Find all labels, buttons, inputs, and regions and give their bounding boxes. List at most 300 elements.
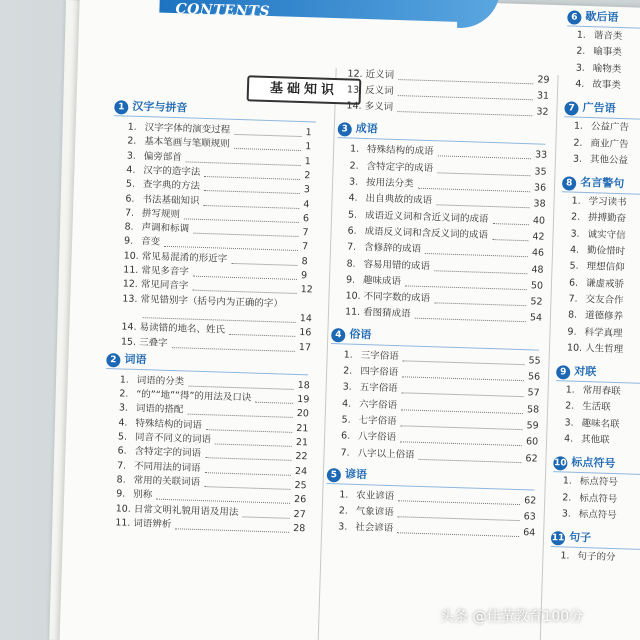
toc-item-title: 标点符号: [578, 508, 617, 522]
toc-item-number: 5.: [117, 431, 128, 443]
toc-item: [575, 78, 621, 91]
toc-leader-dots: [436, 205, 529, 209]
toc-item-number: 7.: [116, 459, 127, 472]
toc-item-number: 4.: [126, 164, 136, 176]
toc-item-number: 15.: [120, 335, 137, 348]
toc-item: [343, 349, 398, 363]
toc-item-number: 6.: [568, 277, 579, 289]
toc-item-title: 基本笔画与笔顺规则: [144, 136, 230, 151]
toc-item-number: 3.: [342, 381, 352, 394]
toc-leader-dots: [231, 263, 297, 266]
toc-item: [342, 382, 397, 396]
toc-leader-dots: [401, 425, 523, 430]
toc-page-number: 18: [297, 379, 310, 392]
toc-item-number: 5.: [125, 178, 136, 191]
toc-item-title: 八字俗语: [357, 431, 397, 444]
toc-item-title: 生活联: [581, 401, 611, 414]
toc-item: [564, 417, 619, 431]
toc-leader-dots: [403, 360, 525, 365]
toc-item: [117, 446, 201, 461]
section-title: 歇后语: [585, 9, 619, 24]
toc-item-title: 不同字数的成语: [363, 291, 431, 305]
toc-item: [341, 414, 396, 428]
toc-item-number: 2.: [562, 491, 572, 504]
toc-item-title: 社会谚语: [355, 522, 394, 535]
toc-item-title: 书法基础知识: [142, 193, 200, 207]
toc-item: [560, 551, 615, 565]
toc-item-number: 14.: [121, 321, 137, 334]
toc-item-number: 14.: [346, 100, 362, 112]
toc-leader-dots: [229, 334, 295, 337]
toc-page-number: 16: [299, 327, 312, 339]
toc-item-number: 2.: [576, 45, 586, 58]
toc-item-title: 声调和标调: [141, 222, 190, 235]
toc-leader-dots: [255, 402, 293, 404]
toc-item-title: 词语的搭配: [135, 403, 184, 416]
toc-leader-dots: [437, 172, 530, 176]
toc-item: [126, 179, 200, 193]
toc-item-title: 词语的分类: [136, 374, 185, 388]
toc-item-title: 近义词: [365, 69, 395, 81]
toc-page-number: 28: [293, 522, 306, 535]
toc-item-number: 6.: [340, 430, 351, 442]
section-header: [567, 9, 618, 26]
toc-item: [118, 431, 211, 446]
toc-item-title: 按用法分类: [365, 177, 414, 190]
toc-item-number: 10.: [115, 502, 132, 515]
toc-page-number: 48: [531, 263, 544, 276]
toc-page-number: 12: [300, 284, 313, 296]
toc-page-number: 58: [526, 403, 540, 416]
toc-item-number: 1.: [560, 550, 570, 562]
toc-leader-dots: [188, 385, 293, 389]
toc-item-title: 容易用错的成语: [363, 258, 431, 272]
toc-item-title: 故事类: [592, 79, 621, 91]
toc-item: [117, 460, 201, 475]
toc-item-number: 6.: [125, 193, 135, 205]
toc-leader-dots: [434, 270, 527, 274]
toc-item: [567, 342, 623, 356]
toc-page-number: 38: [533, 198, 546, 211]
toc-item: [116, 489, 152, 502]
section-title: 成语: [355, 122, 378, 136]
toc-item-number: 3.: [570, 228, 580, 240]
toc-item: [124, 222, 189, 236]
toc-item: [347, 84, 394, 97]
toc-item-title: 特殊结构的成语: [366, 144, 434, 158]
toc-item: [348, 193, 432, 208]
toc-item: [127, 150, 182, 164]
section-number-badge: 3: [338, 123, 352, 137]
toc-item: [124, 236, 160, 249]
toc-item-number: 5.: [347, 209, 358, 221]
toc-leader-dots: [405, 285, 527, 290]
toc-item-title: 科学真理: [584, 326, 623, 339]
toc-item-number: 2.: [570, 211, 581, 224]
toc-item-number: 4.: [341, 398, 352, 410]
toc-item-number: 9.: [116, 488, 126, 500]
toc-item-title: 气象谚语: [355, 506, 394, 519]
toc-item-title: 趣味成语: [362, 274, 402, 288]
toc-leader-dots: [419, 458, 522, 462]
toc-leader-dots: [205, 176, 301, 180]
toc-item-number: 2.: [119, 388, 129, 400]
toc-leader-dots: [234, 148, 301, 151]
toc-page-number: 1: [305, 127, 312, 139]
toc-page-number: 64: [522, 527, 536, 539]
toc-item: [576, 46, 622, 59]
section-number-badge: 1: [114, 100, 128, 114]
toc-item-number: 1.: [573, 120, 584, 133]
section-header: [338, 122, 378, 138]
toc-item-number: 13.: [122, 293, 138, 305]
toc-item: [570, 245, 625, 259]
toc-item-number: 5.: [569, 260, 579, 273]
toc-item-number: 1.: [127, 121, 137, 133]
toc-item-title: 拼搏勤奋: [587, 212, 627, 225]
toc-item: [338, 522, 393, 536]
toc-page-number: 27: [293, 508, 306, 520]
toc-page-number: 24: [294, 465, 308, 477]
toc-item-title: 汉字的造字法: [143, 164, 201, 178]
section-number-badge: 6: [567, 10, 581, 24]
toc-item-title: 标点符号: [579, 476, 618, 489]
toc-leader-dots: [164, 246, 298, 251]
section-header: [556, 364, 596, 380]
toc-item-title: 公益广告: [590, 121, 630, 134]
toc-page-number: 33: [534, 149, 548, 162]
toc-item-number: 8.: [346, 258, 356, 270]
toc-item-title: 理想信仰: [586, 261, 625, 274]
toc-page-number: 36: [533, 182, 547, 194]
toc-item-number: 3.: [561, 508, 572, 520]
toc-item: [339, 489, 394, 503]
toc-item-number: 12.: [122, 278, 139, 291]
toc-item: [345, 291, 430, 306]
toc-item-title: 常用春联: [582, 385, 621, 398]
section-number-badge: 2: [106, 353, 120, 367]
toc-item: [347, 225, 488, 241]
toc-item-number: 3.: [338, 521, 348, 534]
toc-item-number: 8.: [567, 309, 578, 321]
toc-leader-dots: [193, 276, 297, 280]
toc-item-number: 1.: [571, 195, 581, 207]
toc-page-number: 8: [301, 255, 308, 267]
toc-item: [343, 365, 398, 379]
toc-item-number: 4.: [118, 417, 128, 429]
toc-page-number: 17: [298, 341, 312, 353]
toc-item-title: 喻事类: [593, 46, 622, 59]
toc-item-number: 3.: [564, 417, 574, 429]
toc-leader-dots: [398, 500, 520, 505]
toc-item: [347, 242, 421, 256]
toc-item: [340, 447, 414, 461]
toc-item-title: 同音不同义的词语: [134, 431, 212, 446]
toc-item: [576, 62, 622, 75]
toc-leader-dots: [204, 204, 300, 208]
toc-item-number: 4.: [569, 244, 580, 256]
toc-item-number: 1.: [119, 374, 130, 386]
toc-item: [570, 228, 625, 242]
toc-item-title: “的”“地”“得”的用法及口诀: [136, 389, 252, 404]
toc-item-title: 常见多音字: [141, 265, 189, 278]
toc-leader-dots: [400, 441, 522, 446]
toc-item-number: 9.: [567, 325, 577, 338]
section-title-box: 基础知识: [247, 75, 362, 105]
toc-item-title: 反义词: [364, 84, 394, 97]
toc-leader-dots: [184, 218, 299, 223]
toc-item: [571, 212, 626, 226]
toc-item: [121, 336, 168, 349]
toc-item-number: 11.: [115, 517, 131, 529]
toc-leader-dots: [402, 376, 524, 381]
toc-page-number: 2: [304, 170, 311, 182]
toc-item-number: 7.: [568, 293, 578, 305]
toc-item-title: 日常文明礼貌用语及用法: [133, 503, 239, 518]
toc-item-title: 五字俗语: [359, 382, 398, 395]
toc-item-title: 常见同音字: [140, 279, 189, 292]
toc-item-number: 5.: [341, 414, 351, 426]
toc-item: [574, 121, 629, 135]
toc-leader-dots: [234, 134, 301, 137]
toc-item-number: 7.: [346, 241, 357, 253]
toc-item-number: 1.: [339, 489, 349, 501]
toc-item-title: 七字俗语: [358, 414, 397, 428]
toc-item: [122, 293, 283, 310]
toc-item: [349, 177, 414, 191]
toc-page-number: 31: [536, 90, 550, 102]
section-title: 句子: [568, 530, 592, 545]
toc-item-number: 7.: [124, 207, 135, 219]
toc-item: [116, 503, 239, 519]
toc-leader-dots: [156, 499, 290, 504]
section-number-badge: 8: [562, 176, 576, 190]
toc-page-number: 6: [302, 212, 310, 225]
section-title: 俗语: [349, 327, 372, 342]
toc-leader-dots: [193, 233, 298, 237]
section-title: 谚语: [344, 467, 368, 482]
watermark: 头条 @佳萤教育100分: [440, 609, 584, 625]
toc-item-number: 10.: [123, 250, 139, 262]
toc-item-number: 2.: [349, 160, 359, 172]
toc-item: [121, 322, 225, 337]
toc-item-title: 趣味名联: [581, 417, 620, 430]
toc-item: [571, 196, 626, 210]
toc-item: [564, 433, 610, 446]
section-number-badge: 7: [564, 101, 578, 115]
toc-item-number: 4.: [575, 78, 585, 90]
toc-item-title: 成语近义词和含近义词的成语: [364, 209, 489, 225]
toc-item-number: 1.: [565, 384, 575, 396]
toc-page-number: 3: [303, 184, 311, 196]
toc-page-number: 20: [296, 408, 310, 420]
toc-item: [342, 398, 397, 412]
toc-item-number: 2.: [342, 365, 353, 377]
toc-item: [345, 307, 411, 321]
toc-item-title: 四字俗语: [359, 365, 399, 379]
toc-page-number: 42: [532, 231, 545, 243]
toc-leader-dots: [204, 486, 290, 490]
toc-item-number: 2.: [573, 137, 583, 149]
toc-item: [123, 250, 227, 265]
toc-item-title: 出自典故的成语: [365, 193, 433, 207]
toc-item: [577, 30, 623, 43]
toc-page-number: 57: [527, 387, 540, 399]
toc-item: [569, 261, 624, 275]
section-header: [551, 530, 591, 546]
section-header: [553, 455, 615, 472]
toc-page-number: 35: [534, 166, 547, 178]
toc-item: [346, 100, 393, 113]
toc-item-title: 谦虚戒骄: [585, 277, 625, 290]
toc-item-number: 3.: [126, 150, 137, 162]
toc-item-number: 2.: [127, 135, 137, 148]
toc-item: [119, 403, 184, 417]
toc-item-number: 10.: [566, 342, 583, 354]
section-number-badge: 9: [556, 365, 570, 379]
toc-leader-dots: [176, 528, 289, 533]
toc-item: [115, 517, 171, 531]
toc-item: [127, 136, 230, 151]
toc-item: [573, 153, 628, 167]
toc-item: [565, 401, 611, 414]
toc-page-number: 19: [297, 394, 310, 406]
toc-item: [565, 385, 620, 399]
toc-leader-dots: [397, 111, 532, 116]
toc-page-number: 26: [293, 494, 307, 506]
toc-page-number: 60: [525, 436, 539, 448]
toc-item: [568, 310, 623, 324]
toc-leader-dots: [438, 156, 531, 160]
toc-item-title: 喻物类: [592, 62, 622, 75]
toc-item-number: 1.: [343, 349, 353, 361]
toc-page-number: 59: [526, 420, 539, 432]
section-title: 广告语: [582, 101, 616, 116]
toc-leader-dots: [418, 188, 530, 193]
toc-item-title: 别称: [133, 489, 153, 501]
toc-leader-dots: [415, 318, 526, 322]
toc-item-title: 常用的关联词语: [133, 474, 201, 488]
toc-page-number: 62: [525, 452, 538, 465]
toc-item-title: 三叠字: [138, 336, 168, 349]
contents-page: [59, 0, 640, 640]
section-header: [562, 175, 624, 192]
toc-item-title: 八字以上俗语: [357, 447, 415, 461]
toc-item: [562, 492, 617, 506]
toc-item: [567, 326, 622, 340]
toc-page-number: 29: [537, 74, 550, 86]
toc-item-number: 10.: [345, 290, 361, 303]
toc-leader-dots: [401, 409, 523, 414]
toc-item-title: 特殊结构的词语: [135, 417, 203, 431]
toc-item-title: 偏旁部首: [143, 150, 182, 163]
toc-item-number: 9.: [123, 235, 134, 248]
toc-page-number: 9: [300, 270, 308, 282]
toc-item: [346, 274, 401, 288]
toc-item: [123, 279, 189, 293]
toc-item-number: 11.: [123, 264, 139, 276]
toc-page-number: 21: [295, 437, 309, 449]
toc-page-number: 54: [529, 312, 543, 325]
toc-item-number: 8.: [124, 221, 134, 233]
toc-leader-dots: [186, 161, 301, 166]
section-number-badge: 11: [551, 531, 565, 545]
toc-leader-dots: [402, 393, 524, 398]
toc-item-title: 易读错的地名、姓氏: [139, 322, 226, 336]
toc-page-number: 1: [304, 155, 311, 167]
toc-item-title: 常见易混淆的形近字: [141, 250, 228, 265]
toc-item: [563, 476, 618, 490]
toc-item-number: 9.: [345, 274, 356, 286]
section-title: 对联: [574, 364, 597, 379]
toc-page-number: 52: [530, 296, 543, 308]
toc-item-number: 3.: [572, 153, 583, 165]
toc-item: [347, 68, 394, 81]
toc-leader-dots: [188, 414, 293, 418]
toc-leader-dots: [193, 290, 297, 294]
toc-item-title: 其他联: [580, 433, 610, 446]
toc-item-title: 音变: [140, 236, 161, 249]
toc-page-number: 7: [302, 227, 309, 239]
section-title: 名言警句: [579, 175, 625, 191]
toc-item-title: 汉字字体的演变过程: [144, 122, 231, 136]
toc-item-title: 农业谚语: [356, 489, 395, 502]
toc-leader-dots: [398, 95, 533, 100]
toc-leader-dots: [206, 429, 292, 433]
toc-item-number: 11.: [344, 306, 361, 319]
toc-item-number: 4.: [348, 192, 358, 205]
toc-item-number: 4.: [563, 433, 574, 445]
toc-page-number: 62: [524, 495, 537, 507]
toc-item: [123, 264, 189, 278]
toc-item-number: 3.: [118, 402, 129, 415]
toc-item-title: 词语辨析: [133, 517, 172, 530]
toc-item: [341, 431, 396, 445]
section-number-badge: 10: [553, 456, 567, 470]
toc-leader-dots: [205, 472, 291, 476]
toc-item: [125, 193, 199, 207]
toc-item: [569, 277, 624, 291]
toc-item-number: 6.: [117, 445, 127, 457]
toc-item: [128, 122, 231, 137]
toc-page-number: 56: [527, 371, 541, 383]
toc-item-title: 含特定字的成语: [366, 160, 434, 174]
toc-leader-dots: [492, 239, 528, 241]
toc-page-number: 4: [303, 198, 310, 210]
toc-item-title: 不同用法的词语: [133, 460, 201, 474]
section-header: [327, 467, 367, 483]
toc-item-title: 成语反义词和含反义词的成语: [364, 225, 489, 241]
column-divider: [317, 68, 337, 640]
toc-item-number: 8.: [116, 474, 126, 486]
section-title: 汉字与拼音: [132, 99, 188, 115]
toc-leader-dots: [242, 516, 289, 518]
toc-item-title: 道德修养: [584, 310, 624, 323]
toc-item-number: 1.: [576, 29, 587, 41]
toc-item: [125, 207, 180, 221]
toc-item: [349, 160, 433, 175]
toc-item: [350, 144, 434, 159]
toc-item-title: 勤俭惜时: [586, 245, 626, 258]
toc-leader-dots: [398, 79, 533, 84]
section-title: 标点符号: [571, 455, 616, 471]
section-title: 词语: [124, 352, 147, 367]
section-number-badge: 4: [331, 328, 345, 342]
toc-item-title: 句子的分: [577, 551, 616, 564]
toc-leader-dots: [493, 223, 529, 225]
contents-heading: CONTENTS: [175, 1, 271, 20]
toc-leader-dots: [215, 443, 292, 446]
